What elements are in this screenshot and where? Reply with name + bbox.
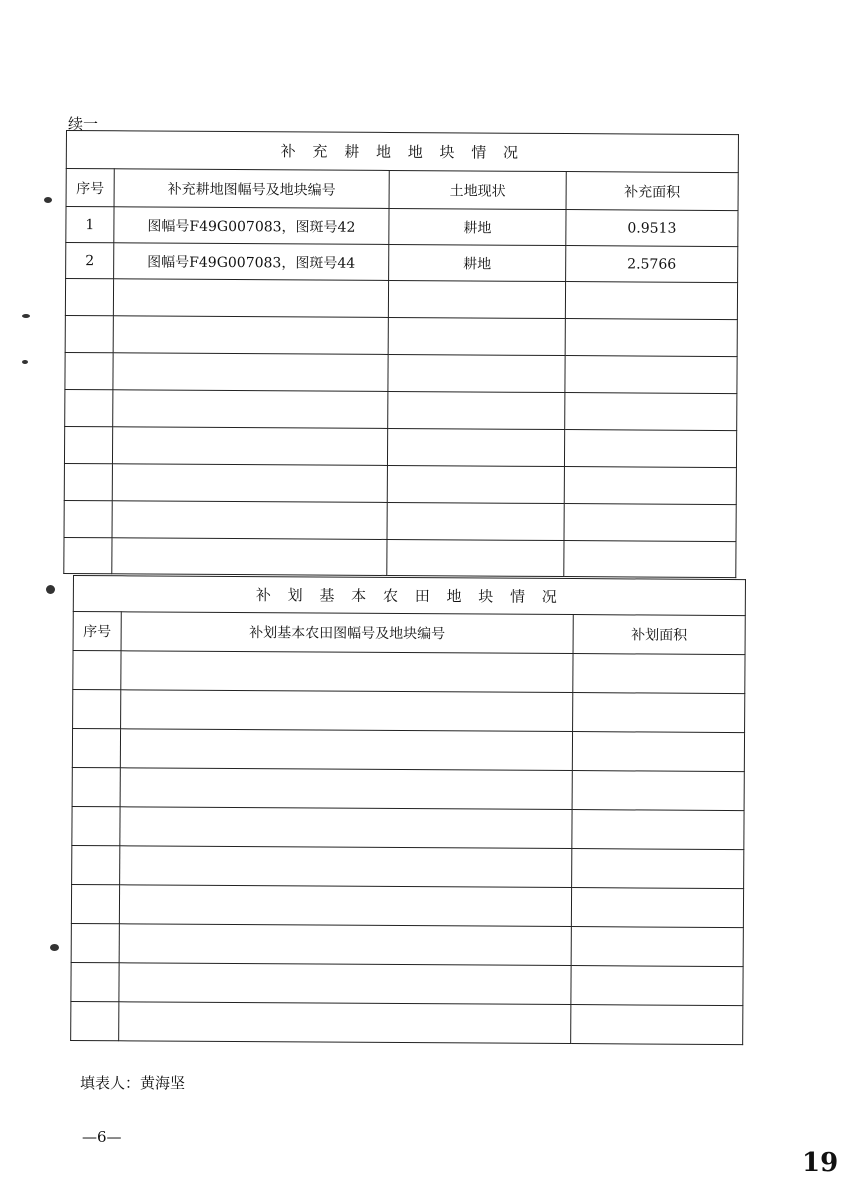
- cell-status: [388, 391, 565, 429]
- cell-parcel: [121, 651, 573, 693]
- cell-status: [387, 428, 564, 466]
- cell-area: [564, 541, 736, 578]
- supplementary-farmland-table: [63, 130, 739, 578]
- cell-area: [572, 810, 744, 850]
- basic-farmland-table: [70, 575, 746, 1045]
- filler-label: 填表人：黄海坚: [80, 1074, 186, 1092]
- header-parcel: 补划基本农田图幅号及地块编号: [121, 612, 573, 654]
- table-row: [65, 389, 737, 430]
- cell-parcel: [113, 353, 388, 392]
- cell-seq: [65, 279, 113, 316]
- cell-parcel: [119, 1002, 571, 1044]
- cell-parcel: [120, 729, 572, 771]
- cell-area: [572, 732, 744, 772]
- cell-parcel: [112, 464, 387, 503]
- cell-seq: [71, 962, 119, 1001]
- cell-parcel: [119, 885, 571, 927]
- table-row: [73, 651, 745, 694]
- header-area: 补划面积: [573, 615, 745, 655]
- header-seq: 序号: [66, 169, 114, 207]
- cell-status: [388, 317, 565, 355]
- cell-area: [565, 319, 737, 357]
- cell-seq: [71, 884, 119, 923]
- cell-area: [565, 356, 737, 394]
- cell-status: [388, 280, 565, 318]
- cell-status: [388, 354, 565, 392]
- cell-parcel: [113, 316, 388, 355]
- cell-parcel: [113, 390, 388, 429]
- header-area: 补充面积: [566, 172, 738, 211]
- cell-seq: [72, 729, 120, 768]
- cell-seq: [73, 651, 121, 690]
- cell-seq: 1: [66, 207, 114, 243]
- cell-status: [387, 465, 564, 503]
- table-row: [66, 207, 738, 247]
- scan-speck: [50, 944, 59, 951]
- scan-speck: [44, 197, 52, 203]
- cell-status: [387, 502, 564, 540]
- cell-area: [564, 430, 736, 468]
- table-row: [65, 315, 737, 356]
- scan-speck: [22, 360, 28, 364]
- table-row: [71, 923, 743, 966]
- cell-parcel: [112, 427, 387, 466]
- farmland-table-title: 补 划 基 本 农 田 地 块 情 况: [73, 576, 745, 616]
- cell-area: 2.5766: [566, 246, 738, 283]
- table-row: [72, 729, 744, 772]
- scan-speck: [22, 314, 30, 318]
- table-row: [65, 279, 737, 320]
- stamp-number: 19: [802, 1148, 839, 1178]
- cell-status: [387, 539, 564, 576]
- cell-area: [573, 693, 745, 733]
- cell-area: [571, 966, 743, 1006]
- table-row: [64, 426, 736, 467]
- cell-seq: [65, 352, 113, 389]
- supplementary-table-title: 补 充 耕 地 地 块 情 况: [66, 131, 738, 173]
- page-number: —6—: [82, 1128, 122, 1146]
- table-row: [71, 884, 743, 927]
- cell-parcel: 图幅号F49G007083，图斑号42: [114, 207, 389, 245]
- cell-area: [565, 282, 737, 320]
- cell-parcel: [120, 846, 572, 888]
- header-seq: 序号: [73, 612, 121, 651]
- cell-seq: [71, 923, 119, 962]
- table-row: [73, 690, 745, 733]
- cell-parcel: [112, 538, 387, 576]
- cell-parcel: [113, 279, 388, 318]
- table-row: [72, 806, 744, 849]
- cell-area: [572, 771, 744, 811]
- table-row: [66, 243, 738, 283]
- table-row: [65, 352, 737, 393]
- cell-status: 耕地: [389, 244, 566, 281]
- cell-area: 0.9513: [566, 210, 738, 247]
- cell-seq: [64, 500, 112, 537]
- cell-parcel: [120, 807, 572, 849]
- cell-area: [571, 1005, 743, 1045]
- cell-seq: [72, 845, 120, 884]
- cell-seq: [64, 463, 112, 500]
- cell-seq: [64, 537, 112, 573]
- cell-area: [564, 467, 736, 505]
- table-row: [72, 845, 744, 888]
- table-row: [64, 463, 736, 504]
- table-row: [64, 500, 736, 541]
- cell-parcel: [119, 963, 571, 1005]
- cell-area: [573, 654, 745, 694]
- cell-parcel: [121, 690, 573, 732]
- cell-parcel: [120, 768, 572, 810]
- cell-area: [571, 927, 743, 967]
- table-row: [71, 962, 743, 1005]
- header-status: 土地现状: [389, 170, 566, 209]
- cell-seq: [73, 690, 121, 729]
- cell-area: [571, 888, 743, 928]
- cell-seq: [71, 1001, 119, 1040]
- scan-speck: [46, 585, 55, 594]
- cell-area: [564, 504, 736, 542]
- cell-area: [565, 393, 737, 431]
- cell-seq: [72, 806, 120, 845]
- table-row: [64, 537, 736, 577]
- cell-parcel: [119, 924, 571, 966]
- cell-seq: 2: [66, 243, 114, 279]
- cell-parcel: [112, 501, 387, 540]
- cell-seq: [64, 426, 112, 463]
- cell-seq: [65, 389, 113, 426]
- table-row: [72, 767, 744, 810]
- cell-status: 耕地: [389, 208, 566, 245]
- table-row: [71, 1001, 743, 1044]
- cell-area: [572, 849, 744, 889]
- cell-seq: [72, 767, 120, 806]
- cell-seq: [65, 315, 113, 352]
- cell-parcel: 图幅号F49G007083，图斑号44: [114, 243, 389, 281]
- continued-label: 续一: [68, 115, 99, 133]
- header-parcel: 补充耕地图幅号及地块编号: [114, 169, 389, 209]
